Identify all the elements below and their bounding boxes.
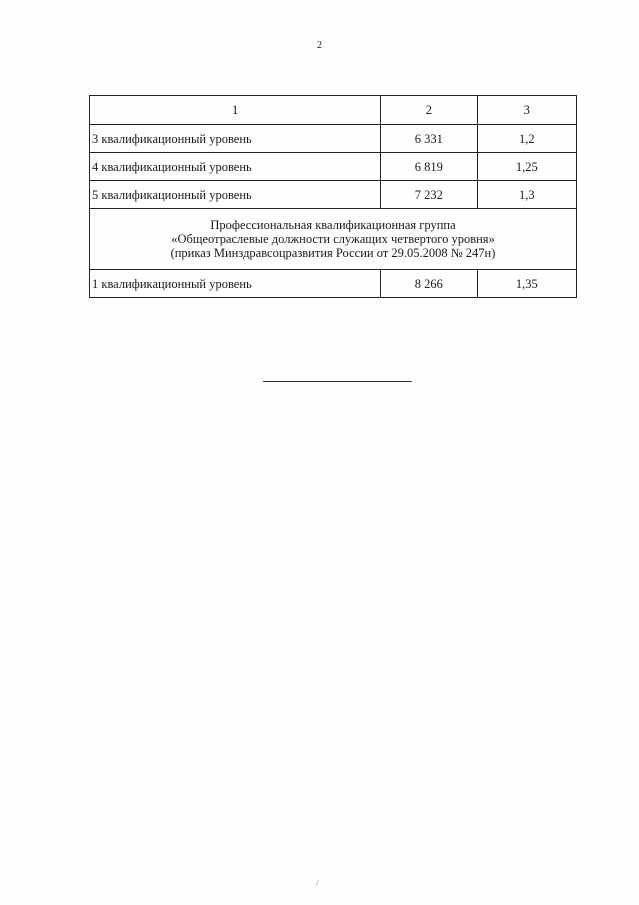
qualification-level-cell: 3 квалификационный уровень <box>90 125 381 153</box>
salary-cell: 6 819 <box>381 153 477 181</box>
page-number: 2 <box>317 40 322 51</box>
salary-table <box>89 95 577 298</box>
qualification-level-cell: 1 квалификационный уровень <box>90 270 381 298</box>
header-cell-1: 1 <box>90 96 381 125</box>
table-header-row <box>90 96 577 125</box>
salary-cell: 7 232 <box>381 181 477 209</box>
qualification-level-cell: 5 квалификационный уровень <box>90 181 381 209</box>
scan-mark: / <box>316 878 319 888</box>
group-name: «Общеотраслевые должности служащих четвертого уровня» <box>171 232 495 246</box>
table-row <box>90 270 577 298</box>
coefficient-cell: 1,35 <box>477 270 576 298</box>
group-heading-cell <box>90 209 577 270</box>
coefficient-cell: 1,2 <box>477 125 576 153</box>
qualification-level-cell: 4 квалификационный уровень <box>90 153 381 181</box>
header-cell-3: 3 <box>477 96 576 125</box>
table-row <box>90 181 577 209</box>
group-title: Профессиональная квалификационная группа <box>210 218 456 232</box>
salary-cell: 6 331 <box>381 125 477 153</box>
table-row <box>90 125 577 153</box>
group-heading-row <box>90 209 577 270</box>
table-row <box>90 153 577 181</box>
group-order-reference: (приказ Минздравсоцразвития России от 29.05.2008 № 247н) <box>170 246 496 260</box>
coefficient-cell: 1,25 <box>477 153 576 181</box>
coefficient-cell: 1,3 <box>477 181 576 209</box>
header-cell-2: 2 <box>381 96 477 125</box>
end-divider-line <box>263 381 412 382</box>
salary-cell: 8 266 <box>381 270 477 298</box>
